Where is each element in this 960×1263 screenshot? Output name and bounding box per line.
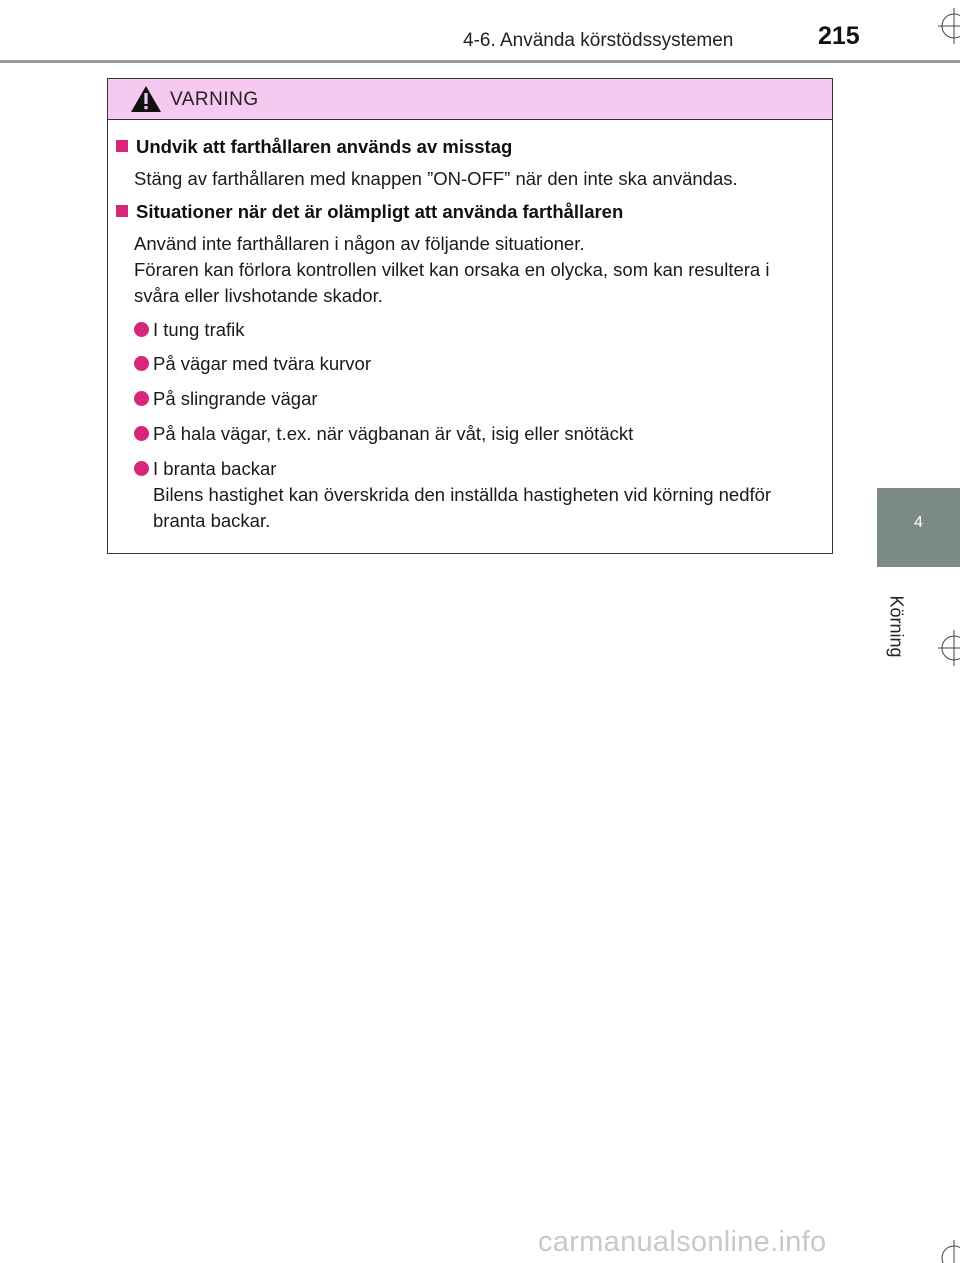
header-divider [0,60,960,63]
round-bullet-icon [134,461,149,476]
section-title: 4-6. Använda körstödssystemen [463,30,734,51]
crop-mark-icon [934,1240,960,1263]
chapter-tab [877,488,960,567]
section-heading: Undvik att farthållaren används av misstag [116,136,512,158]
round-bullet-icon [134,322,149,337]
bullet-detail: Bilens hastighet kan överskrida den inställda hastigheten vid körning nedför [153,484,772,505]
warning-title: VARNING [170,89,259,110]
list-item: På hala vägar, t.ex. när vägbanan är våt, isig eller snötäckt [134,421,633,447]
warning-triangle-icon [130,85,162,113]
paragraph: svåra eller livshotande skador. [134,285,383,306]
section-heading: Situationer när det är olämpligt att använda farthållaren [116,201,623,223]
list-item: I tung trafik [134,317,245,343]
paragraph: Använd inte farthållaren i någon av följande situationer. [134,233,585,254]
chapter-number: 4 [914,514,923,531]
round-bullet-icon [134,356,149,371]
page-number: 215 [818,22,860,50]
square-bullet-icon [116,140,128,152]
paragraph: Stäng av farthållaren med knappen ”ON-OFF” när den inte ska användas. [134,168,738,189]
chapter-label: Körning [886,595,907,658]
list-item: I branta backar Bilens hastighet kan överskrida den inställda hastigheten vid körning nedför branta backar. [134,456,771,534]
warning-header [108,79,832,120]
round-bullet-icon [134,391,149,406]
list-item: På vägar med tvära kurvor [134,351,371,377]
round-bullet-icon [134,426,149,441]
warning-box [107,78,833,554]
bullet-detail: branta backar. [153,510,271,531]
square-bullet-icon [116,205,128,217]
paragraph: Föraren kan förlora kontrollen vilket kan orsaka en olycka, som kan resultera i [134,259,770,280]
watermark: carmanualsonline.info [538,1226,827,1258]
crop-mark-icon [934,630,960,666]
list-item: På slingrande vägar [134,386,318,412]
crop-mark-icon [934,8,960,44]
